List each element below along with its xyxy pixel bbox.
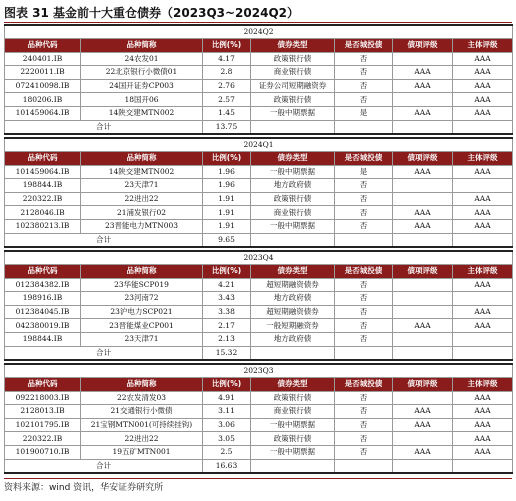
table-row (5, 165, 513, 179)
column-header: 品种简称 (81, 152, 203, 166)
total-label: 合计 (5, 459, 203, 473)
table-row (5, 332, 513, 346)
table-cell: 1.96 (203, 165, 251, 179)
table-cell: 012384382.IB (5, 278, 81, 292)
table-cell (393, 332, 453, 346)
table-cell: AAA (453, 278, 513, 292)
table-cell: 商业银行债 (251, 206, 335, 220)
table-cell: 否 (335, 93, 393, 107)
table-cell: 14陕交建MTN002 (81, 106, 203, 120)
table-cell: AAA (453, 79, 513, 93)
table-header-row (5, 378, 513, 392)
table-cell: AAA (393, 219, 453, 233)
table-cell: 012384045.IB (5, 305, 81, 319)
column-header: 比例(%) (203, 152, 251, 166)
table-cell: 22农发清发03 (81, 391, 203, 405)
table-cell (393, 305, 453, 319)
total-row (5, 120, 513, 134)
column-header: 债项评级 (393, 39, 453, 53)
empty-cell (393, 346, 453, 360)
quarter-panel (4, 24, 512, 135)
column-header: 是否城投债 (335, 265, 393, 279)
table-cell: AAA (453, 66, 513, 80)
table-cell: AAA (393, 206, 453, 220)
table-cell: 240401.IB (5, 52, 81, 66)
empty-cell (393, 459, 453, 473)
table-cell: 14陕交建MTN002 (81, 165, 203, 179)
table-cell: 4.17 (203, 52, 251, 66)
table-cell: AAA (453, 106, 513, 120)
source-note: 资料来源：wind 资讯，华安证券研究所 (4, 483, 164, 493)
column-header: 主体评级 (453, 39, 513, 53)
column-header: 债券类型 (251, 39, 335, 53)
table-row (5, 66, 513, 80)
table-cell: AAA (453, 391, 513, 405)
table-cell: 23华能SCP019 (81, 278, 203, 292)
table-cell (393, 93, 453, 107)
table-cell: 092218003.IB (5, 391, 81, 405)
table-cell: 超短期融资债券 (251, 278, 335, 292)
table-cell: 2.76 (203, 79, 251, 93)
table-row (5, 319, 513, 333)
table-cell: 21交通银行小微债 (81, 405, 203, 419)
table-cell: 地方政府债 (251, 179, 335, 193)
table-cell (453, 292, 513, 306)
table-row (5, 292, 513, 306)
empty-cell (251, 120, 335, 134)
table-cell: 101459064.IB (5, 165, 81, 179)
column-header: 品种代码 (5, 378, 81, 392)
table-cell: 21宝钢MTN001(可持续挂钩) (81, 418, 203, 432)
table-cell: 政策银行债 (251, 192, 335, 206)
quarter-panel (4, 250, 512, 361)
column-header: 是否城投债 (335, 152, 393, 166)
empty-cell (335, 233, 393, 247)
table-cell: 政策银行债 (251, 93, 335, 107)
figure-title: 图表 31 基金前十大重仓债券（2023Q3~2024Q2） (4, 6, 300, 20)
table-cell: 2128046.IB (5, 206, 81, 220)
table-cell: AAA (453, 445, 513, 459)
holdings-table (4, 250, 513, 361)
table-cell: 4.91 (203, 391, 251, 405)
empty-cell (453, 120, 513, 134)
total-label: 合计 (5, 120, 203, 134)
total-row (5, 459, 513, 473)
table-cell: 198844.IB (5, 179, 81, 193)
table-cell: AAA (453, 319, 513, 333)
table-cell: 否 (335, 192, 393, 206)
table-cell: 一般中期票据 (251, 165, 335, 179)
column-header: 主体评级 (453, 265, 513, 279)
column-header: 品种代码 (5, 265, 81, 279)
table-cell: 2.17 (203, 319, 251, 333)
table-cell: 220322.IB (5, 192, 81, 206)
column-header: 是否城投债 (335, 39, 393, 53)
table-cell (453, 332, 513, 346)
table-cell: 3.38 (203, 305, 251, 319)
table-cell: AAA (453, 432, 513, 446)
table-cell: 23河南72 (81, 292, 203, 306)
table-cell (393, 292, 453, 306)
column-header: 品种简称 (81, 265, 203, 279)
table-cell: 否 (335, 278, 393, 292)
table-cell: 否 (335, 432, 393, 446)
table-cell: AAA (453, 192, 513, 206)
table-cell: 否 (335, 445, 393, 459)
table-row (5, 106, 513, 120)
column-header: 品种代码 (5, 152, 81, 166)
column-header: 债券类型 (251, 265, 335, 279)
table-cell: 一般短期融资券 (251, 319, 335, 333)
empty-cell (335, 459, 393, 473)
column-header: 债项评级 (393, 265, 453, 279)
table-cell: 否 (335, 391, 393, 405)
table-cell: 证券公司短期融资券 (251, 79, 335, 93)
table-cell: AAA (453, 405, 513, 419)
table-row (5, 391, 513, 405)
table-cell: 4.21 (203, 278, 251, 292)
column-header: 债项评级 (393, 378, 453, 392)
table-cell: 23天津71 (81, 179, 203, 193)
table-cell: AAA (453, 93, 513, 107)
table-row (5, 219, 513, 233)
table-header-row (5, 39, 513, 53)
table-row (5, 52, 513, 66)
table-cell: AAA (453, 418, 513, 432)
table-cell: 否 (335, 52, 393, 66)
total-value: 16.63 (203, 459, 251, 473)
table-row (5, 405, 513, 419)
table-cell: 2.13 (203, 332, 251, 346)
table-cell: 072410098.IB (5, 79, 81, 93)
table-row (5, 206, 513, 220)
empty-cell (335, 120, 393, 134)
table-cell: 一般中期票据 (251, 106, 335, 120)
table-cell: 220322.IB (5, 432, 81, 446)
column-header: 债券类型 (251, 378, 335, 392)
table-cell: 地方政府债 (251, 292, 335, 306)
table-row (5, 432, 513, 446)
table-row (5, 445, 513, 459)
column-header: 债券类型 (251, 152, 335, 166)
total-value: 9.65 (203, 233, 251, 247)
table-cell: 一般中期票据 (251, 418, 335, 432)
column-header: 债项评级 (393, 152, 453, 166)
table-cell: 否 (335, 179, 393, 193)
table-cell: 2.8 (203, 66, 251, 80)
quarter-label: 2023Q4 (5, 251, 513, 265)
table-cell: AAA (453, 165, 513, 179)
table-cell: AAA (453, 52, 513, 66)
table-cell: 19五矿MTN001 (81, 445, 203, 459)
table-cell: 3.05 (203, 432, 251, 446)
table-cell: 1.91 (203, 219, 251, 233)
table-cell: 否 (335, 418, 393, 432)
table-cell (453, 179, 513, 193)
table-cell (393, 52, 453, 66)
table-cell: 否 (335, 305, 393, 319)
table-cell: 否 (335, 292, 393, 306)
table-cell: 3.11 (203, 405, 251, 419)
column-header: 主体评级 (453, 152, 513, 166)
table-cell: 否 (335, 79, 393, 93)
table-cell (393, 278, 453, 292)
table-cell: 否 (335, 219, 393, 233)
table-cell: 政策银行债 (251, 391, 335, 405)
empty-cell (453, 346, 513, 360)
column-header: 品种代码 (5, 39, 81, 53)
table-cell: AAA (393, 66, 453, 80)
table-cell: AAA (393, 106, 453, 120)
quarter-label: 2023Q3 (5, 364, 513, 378)
title-rule (4, 22, 512, 23)
table-cell: AAA (393, 79, 453, 93)
table-cell: 否 (335, 319, 393, 333)
empty-cell (453, 459, 513, 473)
table-cell: 3.43 (203, 292, 251, 306)
quarter-panel (4, 363, 512, 474)
table-cell: 2220011.IB (5, 66, 81, 80)
table-cell: 23沪电力SCP021 (81, 305, 203, 319)
table-cell: 否 (335, 405, 393, 419)
table-cell: 042380019.IB (5, 319, 81, 333)
table-cell (393, 432, 453, 446)
table-cell (393, 391, 453, 405)
table-cell: 102101795.IB (5, 418, 81, 432)
table-row (5, 305, 513, 319)
table-cell: 否 (335, 66, 393, 80)
column-header: 是否城投债 (335, 378, 393, 392)
holdings-table (4, 363, 513, 474)
table-cell: 180206.IB (5, 93, 81, 107)
table-cell: 是 (335, 165, 393, 179)
table-cell: 否 (335, 206, 393, 220)
table-cell: AAA (393, 165, 453, 179)
table-cell: 商业银行债 (251, 66, 335, 80)
table-cell: 22进出22 (81, 432, 203, 446)
table-header-row (5, 152, 513, 166)
source-rule (4, 478, 512, 479)
table-cell: AAA (393, 405, 453, 419)
column-header: 主体评级 (453, 378, 513, 392)
table-cell: 是 (335, 106, 393, 120)
table-cell: 22北京银行小微债01 (81, 66, 203, 80)
table-cell: 198844.IB (5, 332, 81, 346)
holdings-table (4, 24, 513, 135)
total-row (5, 346, 513, 360)
table-cell: 1.45 (203, 106, 251, 120)
total-label: 合计 (5, 233, 203, 247)
table-cell: 1.91 (203, 192, 251, 206)
table-row (5, 192, 513, 206)
table-cell: 3.06 (203, 418, 251, 432)
total-label: 合计 (5, 346, 203, 360)
table-cell: 2.5 (203, 445, 251, 459)
table-cell: AAA (453, 206, 513, 220)
table-cell: 2128013.IB (5, 405, 81, 419)
table-cell: 18国开06 (81, 93, 203, 107)
empty-cell (453, 233, 513, 247)
quarter-label: 2024Q2 (5, 25, 513, 39)
table-cell: 23晋能电力MTN003 (81, 219, 203, 233)
table-cell: 2.57 (203, 93, 251, 107)
table-cell: AAA (393, 445, 453, 459)
quarter-label: 2024Q1 (5, 138, 513, 152)
table-header-row (5, 265, 513, 279)
table-row (5, 278, 513, 292)
table-cell: 23天津71 (81, 332, 203, 346)
quarter-panel (4, 137, 512, 248)
table-cell (393, 192, 453, 206)
table-row (5, 93, 513, 107)
empty-cell (251, 459, 335, 473)
column-header: 比例(%) (203, 265, 251, 279)
table-cell: 超短期融资债券 (251, 305, 335, 319)
empty-cell (393, 233, 453, 247)
table-cell: AAA (393, 418, 453, 432)
table-cell: 政策银行债 (251, 432, 335, 446)
total-row (5, 233, 513, 247)
table-cell: AAA (453, 219, 513, 233)
table-cell: 24国开证券CP003 (81, 79, 203, 93)
column-header: 比例(%) (203, 39, 251, 53)
empty-cell (335, 346, 393, 360)
column-header: 比例(%) (203, 378, 251, 392)
table-cell: 一般中期票据 (251, 219, 335, 233)
empty-cell (393, 120, 453, 134)
table-cell (393, 179, 453, 193)
table-cell: 政策银行债 (251, 52, 335, 66)
column-header: 品种简称 (81, 39, 203, 53)
table-cell: 22进出22 (81, 192, 203, 206)
table-cell: 地方政府债 (251, 332, 335, 346)
empty-cell (251, 233, 335, 247)
table-row (5, 418, 513, 432)
empty-cell (251, 346, 335, 360)
table-row (5, 179, 513, 193)
table-cell: AAA (393, 319, 453, 333)
table-cell: AAA (453, 305, 513, 319)
table-cell: 23晋能煤业CP001 (81, 319, 203, 333)
table-cell: 102380213.IB (5, 219, 81, 233)
table-cell: 1.91 (203, 206, 251, 220)
total-value: 13.75 (203, 120, 251, 134)
column-header: 品种简称 (81, 378, 203, 392)
table-cell: 1.96 (203, 179, 251, 193)
table-cell: 101900710.IB (5, 445, 81, 459)
table-cell: 198916.IB (5, 292, 81, 306)
table-cell: 101459064.IB (5, 106, 81, 120)
table-cell: 24农发01 (81, 52, 203, 66)
table-cell: 一般中期票据 (251, 445, 335, 459)
holdings-table (4, 137, 513, 248)
table-cell: 商业银行债 (251, 405, 335, 419)
table-cell: 21浦发银行02 (81, 206, 203, 220)
total-value: 15.32 (203, 346, 251, 360)
table-cell: 否 (335, 332, 393, 346)
table-row (5, 79, 513, 93)
